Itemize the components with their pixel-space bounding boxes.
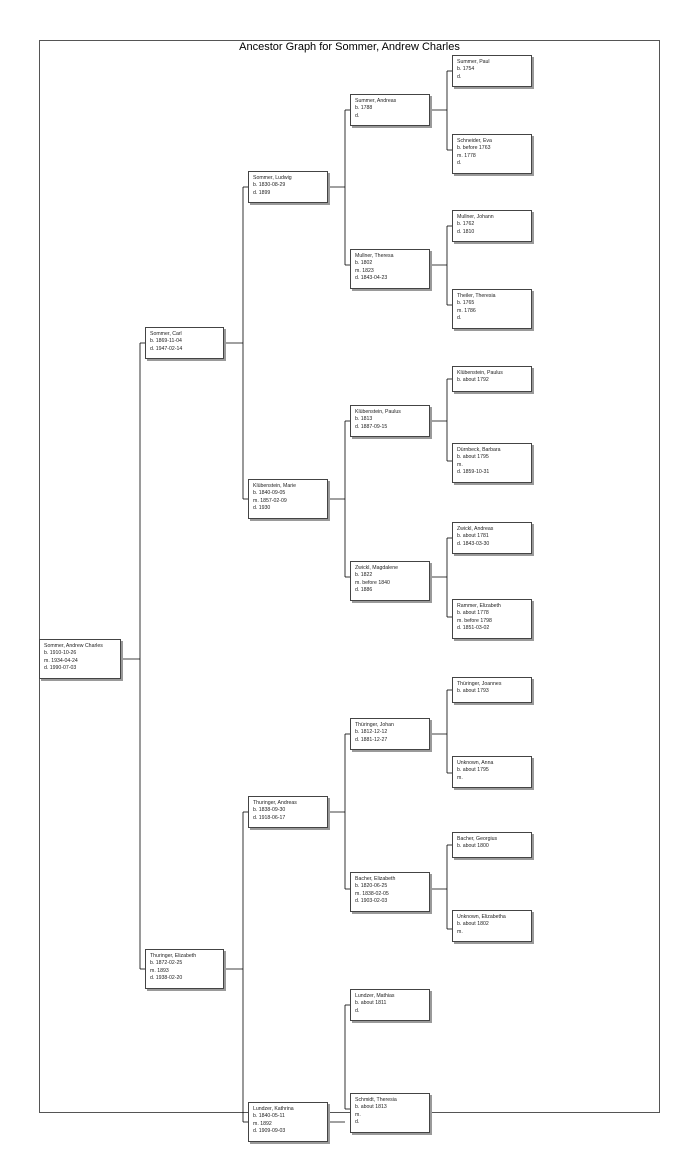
person-name: Summer, Andreas [355, 98, 397, 104]
person-detail: b. about 1811 [355, 1000, 387, 1007]
person-detail: b. 1762 [457, 221, 475, 228]
person-detail: b. 1765 [457, 300, 475, 307]
person-detail: b. 1872-02-25 [150, 960, 183, 967]
person-detail: b. 1830-08-29 [253, 182, 286, 189]
person-detail: b. 1754 [457, 66, 475, 73]
person-name: Dürnbeck, Barbara [457, 447, 501, 453]
person-detail: b. 1840-05-11 [253, 1113, 285, 1120]
person-detail: d. 1843-03-30 [457, 540, 490, 547]
person-detail: m. 1786 [457, 307, 476, 314]
person-name: Thüringer, Joannes [457, 681, 502, 687]
person-detail: b. about 1813 [355, 1104, 387, 1111]
person-name: Bacher, Georgius [457, 836, 498, 842]
person-card-schmidt-theresia[interactable] [350, 1093, 430, 1133]
person-detail: m. [457, 774, 463, 781]
person-detail: m. 1857-02-09 [253, 497, 287, 504]
person-name: Zwickl, Andreas [457, 526, 494, 532]
person-name: Lundzer, Mathias [355, 993, 395, 999]
person-name: Rammer, Elizabeth [457, 603, 501, 609]
person-name: Schneider, Eva [457, 138, 492, 144]
person-detail: d. 1918-06-17 [253, 814, 286, 821]
person-detail: b. about 1793 [457, 688, 489, 695]
person-card-thuringer-joannes[interactable] [452, 677, 532, 703]
person-name: Unknown, Elizabetha [457, 914, 506, 920]
person-card-lundzer-mathias[interactable] [350, 989, 430, 1021]
person-name: Zwickl, Magdalene [355, 565, 398, 571]
person-card-klubenstein-marie[interactable] [248, 479, 328, 519]
person-detail: b. about 1792 [457, 377, 489, 384]
person-name: Sommer, Carl [150, 331, 182, 337]
person-card-thuringer-elizabeth[interactable] [145, 949, 224, 989]
person-name: Sommer, Ludwig [253, 175, 292, 181]
person-name: Unknown, Anna [457, 760, 494, 766]
person-card-zwickl-magdalene[interactable] [350, 561, 430, 601]
person-detail: d. 1947-02-14 [150, 345, 183, 352]
person-detail: d. 1810 [457, 228, 475, 235]
person-card-bacher-georgius[interactable] [452, 832, 532, 858]
person-name: Klübenstein, Marie [253, 483, 296, 489]
person-card-unknown-anna[interactable] [452, 756, 532, 788]
person-card-durnbeck-barbara[interactable] [452, 443, 532, 483]
person-name: Thuringer, Elizabeth [150, 953, 197, 959]
person-detail: d. [355, 112, 360, 119]
person-detail: d. 1930 [253, 505, 271, 512]
person-detail: d. [457, 315, 462, 322]
person-detail: d. [355, 1007, 360, 1014]
person-detail: b. 1820-06-25 [355, 883, 388, 890]
person-detail: b. about 1802 [457, 921, 489, 928]
person-detail: d. 1899 [253, 189, 271, 196]
person-detail: b. 1910-10-26 [44, 650, 77, 657]
person-card-rammer-elizabeth[interactable] [452, 599, 532, 639]
graph-title: Ancestor Graph for Sommer, Andrew Charles [239, 41, 460, 53]
person-detail: m. [457, 461, 463, 468]
person-detail: b. 1869-11-04 [150, 338, 182, 345]
person-detail: m. 1893 [150, 967, 169, 974]
person-detail: b. 1822 [355, 572, 373, 579]
person-detail: d. 1887-09-15 [355, 423, 388, 430]
person-detail: d. 1886 [355, 587, 373, 594]
person-card-unknown-elizabetha[interactable] [452, 910, 532, 942]
person-card-summer-andreas[interactable] [350, 94, 430, 126]
person-detail: m. 1934-04-24 [44, 657, 78, 664]
person-name: Schmidt, Theresia [355, 1097, 397, 1103]
person-detail: d. 1881-12-27 [355, 736, 388, 743]
person-detail: b. about 1800 [457, 843, 489, 850]
person-name: Klübenstein, Paulus [355, 409, 401, 415]
person-name: Theiler, Theresia [457, 293, 496, 299]
person-name: Sommer, Andrew Charles [44, 643, 103, 649]
person-detail: m. [457, 928, 463, 935]
person-detail: b. 1788 [355, 105, 373, 112]
person-card-schneider-eva[interactable] [452, 134, 532, 174]
person-detail: m. before 1798 [457, 617, 492, 624]
person-detail: b. about 1778 [457, 610, 489, 617]
person-card-sommer-ludwig[interactable] [248, 171, 328, 203]
person-detail: b. 1813 [355, 416, 373, 423]
person-detail: d. 1851-03-02 [457, 625, 490, 632]
person-detail: b. 1840-09-05 [253, 490, 286, 497]
person-detail: m. 1778 [457, 152, 476, 159]
person-card-sommer-carl[interactable] [145, 327, 224, 359]
person-detail: d. 1903-02-03 [355, 898, 388, 905]
person-card-sommer-andrew-charles[interactable] [39, 639, 121, 679]
person-detail: b. before 1763 [457, 145, 491, 152]
person-name: Summer, Paul [457, 59, 490, 65]
person-card-klubenstein-paulus[interactable] [350, 405, 430, 437]
person-detail: b. about 1781 [457, 533, 489, 540]
person-detail: d. 1859-10-31 [457, 469, 490, 476]
person-card-lundzer-kathrina[interactable] [248, 1102, 328, 1142]
person-detail: m. 1892 [253, 1120, 272, 1127]
person-detail: d. [457, 160, 462, 167]
person-detail: d. 1990-07-03 [44, 665, 77, 672]
person-card-thuringer-johan[interactable] [350, 718, 430, 750]
person-detail: b. about 1795 [457, 454, 489, 461]
person-detail: d. [355, 1119, 360, 1126]
person-card-thuringer-andreas[interactable] [248, 796, 328, 828]
person-detail: d. 1909-09-03 [253, 1128, 286, 1135]
person-name: Klübenstein, Paulus [457, 370, 503, 376]
person-card-klubenstein-paulus-sr[interactable] [452, 366, 532, 392]
person-detail: d. [457, 73, 462, 80]
person-name: Bacher, Elizabeth [355, 876, 396, 882]
person-card-mullner-theresa[interactable] [350, 249, 430, 289]
person-detail: m. [355, 1111, 361, 1118]
person-detail: m. 1823 [355, 267, 374, 274]
person-name: Mullner, Johann [457, 214, 494, 220]
person-detail: b. about 1795 [457, 767, 489, 774]
person-detail: b. 1812-12-12 [355, 729, 388, 736]
person-card-zwickl-andreas[interactable] [452, 522, 532, 554]
person-detail: b. 1802 [355, 260, 373, 267]
person-card-theiler-theresia[interactable] [452, 289, 532, 329]
person-name: Mullner, Theresa [355, 253, 394, 259]
person-card-mullner-johann[interactable] [452, 210, 532, 242]
person-name: Thuringer, Andreas [253, 800, 297, 806]
person-card-bacher-elizabeth[interactable] [350, 872, 430, 912]
person-detail: d. 1938-02-20 [150, 975, 183, 982]
person-detail: m. 1838-02-05 [355, 890, 389, 897]
person-card-summer-paul[interactable] [452, 55, 532, 87]
person-detail: d. 1843-04-23 [355, 275, 388, 282]
person-detail: b. 1838-09-30 [253, 807, 286, 814]
person-name: Lundzer, Kathrina [253, 1106, 294, 1112]
person-detail: m. before 1840 [355, 579, 390, 586]
person-name: Thüringer, Johan [355, 722, 394, 728]
